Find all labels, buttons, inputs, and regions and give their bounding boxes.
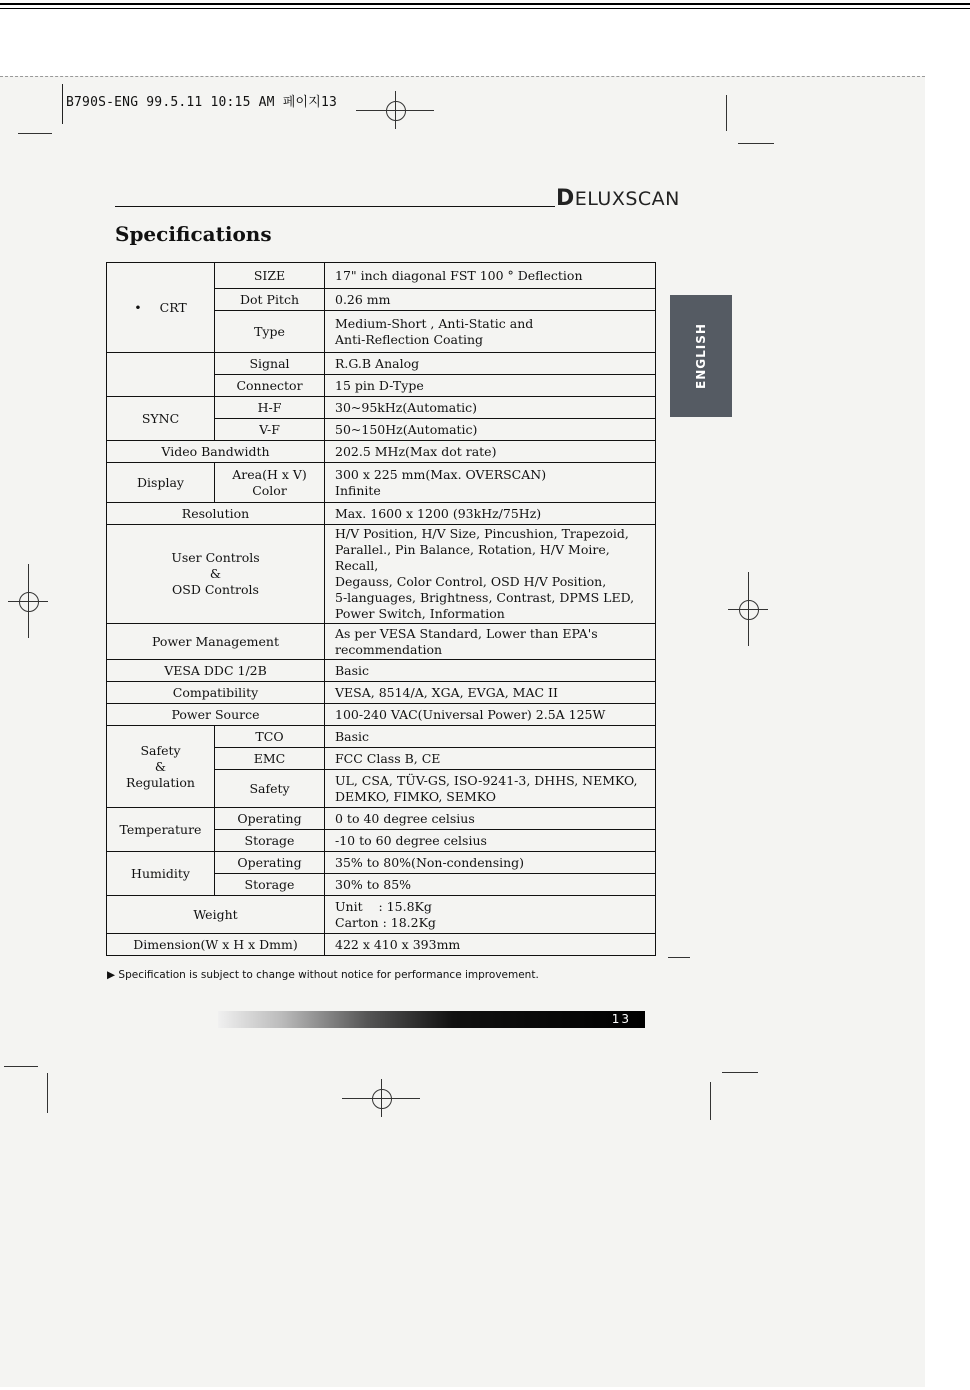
top-rule	[0, 3, 970, 5]
table-row	[107, 934, 656, 956]
row-label: Signal	[215, 353, 325, 375]
group-cell: • CRT	[107, 263, 215, 353]
row-label: Operating	[215, 852, 325, 874]
table-row	[107, 441, 656, 463]
row-label: Power Source	[107, 704, 325, 726]
top-rule-thin	[0, 8, 970, 9]
row-value: 300 x 225 mm(Max. OVERSCAN) Infinite	[325, 463, 656, 503]
table-row	[107, 503, 656, 525]
row-value: FCC Class B, CE	[325, 748, 656, 770]
footnote: ▶ Specification is subject to change without notice for performance improvement.	[107, 969, 539, 981]
row-value: As per VESA Standard, Lower than EPA's recommendation	[325, 624, 656, 660]
row-label: Storage	[215, 874, 325, 896]
row-label: VESA DDC 1/2B	[107, 660, 325, 682]
table-row	[107, 660, 656, 682]
group-cell: Display	[107, 463, 215, 503]
group-cell: SYNC	[107, 397, 215, 441]
row-label: Video Bandwidth	[107, 441, 325, 463]
table-row	[107, 852, 656, 874]
crop-mark	[726, 95, 727, 131]
row-value: 0 to 40 degree celsius	[325, 808, 656, 830]
table-row	[107, 353, 656, 375]
row-value: Unit : 15.8Kg Carton : 18.2Kg	[325, 896, 656, 934]
row-label: EMC	[215, 748, 325, 770]
row-label: Safety	[215, 770, 325, 808]
row-label: TCO	[215, 726, 325, 748]
row-value: 17" inch diagonal FST 100 ° Deflection	[325, 263, 656, 289]
row-label: Weight	[107, 896, 325, 934]
row-value: 35% to 80%(Non-condensing)	[325, 852, 656, 874]
header-rule	[115, 206, 555, 207]
row-value: 30% to 85%	[325, 874, 656, 896]
row-label: Resolution	[107, 503, 325, 525]
row-value: 15 pin D-Type	[325, 375, 656, 397]
row-label: Power Management	[107, 624, 325, 660]
row-value: VESA, 8514/A, XGA, EVGA, MAC II	[325, 682, 656, 704]
row-value: 422 x 410 x 393mm	[325, 934, 656, 956]
spec-table	[106, 262, 656, 956]
row-label: Operating	[215, 808, 325, 830]
group-cell: Humidity	[107, 852, 215, 896]
crop-mark	[18, 133, 52, 134]
row-value: H/V Position, H/V Size, Pincushion, Trapezoid, Parallel., Pin Balance, Rotation, H/V Moire, Recall, Degauss, Color Control, OSD H/V Position, 5-languages, Brightness, Contrast, DPMS LED, Power Switch, Information	[325, 525, 656, 624]
row-value: 100-240 VAC(Universal Power) 2.5A 125W	[325, 704, 656, 726]
row-value: Basic	[325, 726, 656, 748]
page-number-bar	[218, 1011, 645, 1028]
table-row	[107, 896, 656, 934]
row-label: Storage	[215, 830, 325, 852]
table-row	[107, 397, 656, 419]
table-row	[107, 726, 656, 748]
table-row	[107, 463, 656, 503]
row-label: User Controls & OSD Controls	[107, 525, 325, 624]
row-label: Area(H x V) Color	[215, 463, 325, 503]
row-label: Dot Pitch	[215, 289, 325, 311]
row-value: 0.26 mm	[325, 289, 656, 311]
row-value: UL, CSA, TÜV-GS, ISO-9241-3, DHHS, NEMKO, DEMKO, FIMKO, SEMKO	[325, 770, 656, 808]
row-label: Type	[215, 311, 325, 353]
row-label: Dimension(W x H x Dmm)	[107, 934, 325, 956]
table-row	[107, 682, 656, 704]
row-value: Basic	[325, 660, 656, 682]
group-cell: Temperature	[107, 808, 215, 852]
row-value: R.G.B Analog	[325, 353, 656, 375]
table-row	[107, 525, 656, 624]
crop-mark	[668, 957, 690, 958]
crop-mark	[710, 1082, 711, 1120]
row-value: Max. 1600 x 1200 (93kHz/75Hz)	[325, 503, 656, 525]
page-number: 13	[611, 1012, 631, 1026]
row-value: 50~150Hz(Automatic)	[325, 419, 656, 441]
language-tab: ENGLISH	[670, 295, 732, 417]
crop-mark	[47, 1073, 48, 1113]
group-cell	[107, 353, 215, 397]
row-value: 30~95kHz(Automatic)	[325, 397, 656, 419]
print-stamp: B790S-ENG 99.5.11 10:15 AM 페이지13	[66, 95, 338, 110]
brand-logo: DELUXSCAN	[556, 186, 680, 211]
row-value: Medium-Short , Anti-Static and Anti-Reflection Coating	[325, 311, 656, 353]
row-label: H-F	[215, 397, 325, 419]
row-label: Connector	[215, 375, 325, 397]
row-label: Compatibility	[107, 682, 325, 704]
stamp-marker	[62, 84, 63, 124]
crop-mark	[4, 1066, 38, 1067]
row-label: V-F	[215, 419, 325, 441]
row-value: 202.5 MHz(Max dot rate)	[325, 441, 656, 463]
page-title: Specifications	[115, 222, 272, 246]
table-row	[107, 704, 656, 726]
row-value: -10 to 60 degree celsius	[325, 830, 656, 852]
table-row	[107, 808, 656, 830]
table-row	[107, 263, 656, 289]
row-label: SIZE	[215, 263, 325, 289]
crop-mark	[722, 1072, 758, 1073]
group-cell: Safety & Regulation	[107, 726, 215, 808]
table-row	[107, 624, 656, 660]
crop-mark	[738, 143, 774, 144]
